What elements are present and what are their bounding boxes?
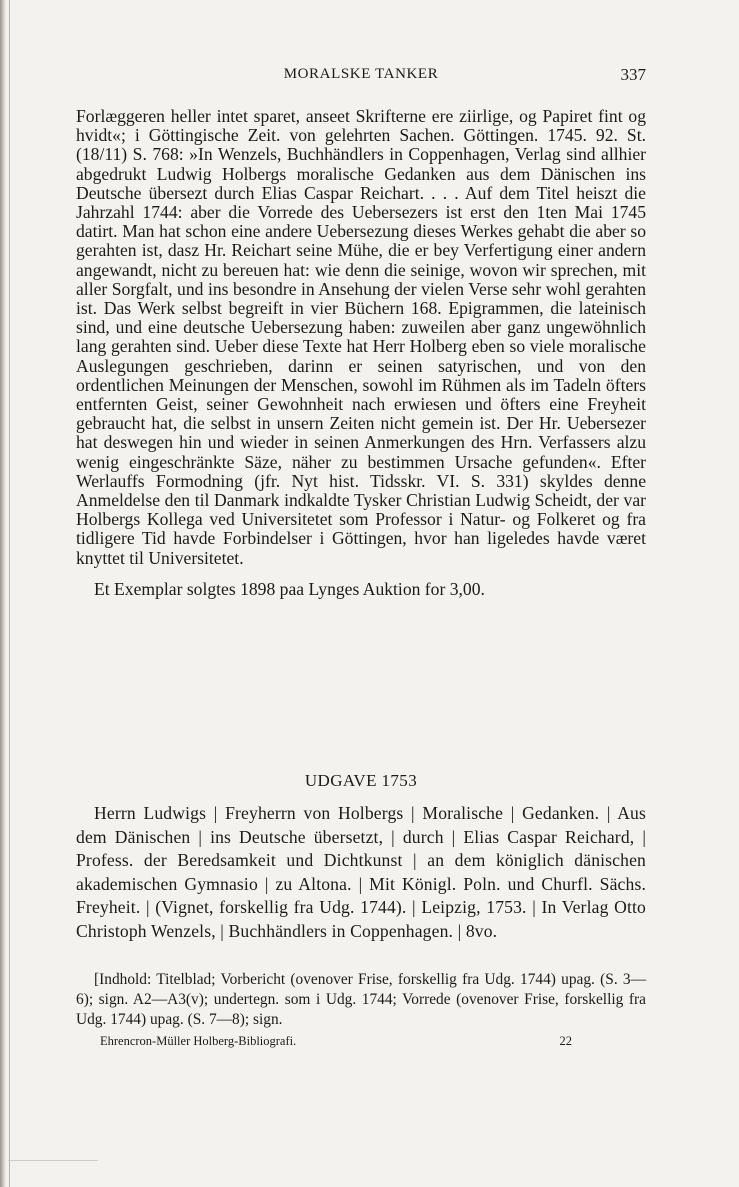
title-transcription: Herrn Ludwigs | Freyherrn von Holbergs | Moralische | Gedanken. | Aus dem Dänischen | ins Deutsche übersetzt, | durch | Elias Caspar Reichard, | Profess. der Beredsamkeit und Dichtkunst | an dem königlich dänischen akademischen Gymnasio | zu Altona. | Mit Königl. Poln. und Churfl. Sächs. Freyheit. | (Vignet, forskellig fra Udg. 1744). | Leipzig, 1753. | In Verlag Otto Christoph Wenzels, | Buchhändlers in Coppenhagen. | 8vo. — [76, 803, 646, 941]
body-text — [76, 107, 646, 599]
page-edge-line — [9, 0, 10, 1187]
page-edge-shadow — [0, 0, 6, 1187]
page-corner-mark — [8, 1160, 98, 1161]
paragraph-2: Et Exemplar solgtes 1898 paa Lynges Auktion for 3,00. — [94, 578, 485, 599]
footer-signature: Ehrencron-Müller Holberg-Bibliografi. — [100, 1034, 297, 1048]
page-number: 337 — [620, 65, 646, 84]
running-title: MORALSKE TANKER — [283, 66, 439, 82]
page-header — [76, 66, 646, 88]
page-footer — [100, 1034, 572, 1052]
footer-sheet-number: 22 — [559, 1034, 572, 1048]
paragraph-1: Forlæggeren heller intet sparet, anseet Skrifterne ere ziirlige, og Papiret fint og hvidt«; i Göttingische Zeit. von gelehrten Sachen. Göttingen. 1745. 92. St. (18/11) S. 768: »In Wenzels, Buchhändlers in Coppenhagen, Verlag sind allhier abgedrukt Ludwig Holbergs moralische Gedanken aus dem Dänischen ins Deutsche übersezt durch Elias Caspar Reichart. . . . Auf dem Titel heiszt die Jahrzahl 1744: aber die Vorrede des Uebersezers ist erst den 1ten Mai 1745 datirt. Man hat schon eine andere Uebersezung dieses Werkes gehabt die aber so gerahten ist, dasz Hr. Reichart seine Mühe, die er bey Verfertigung einer andern angewandt, nicht zu bereuen hat: wie denn die seinige, wovon wir sprechen, mit aller Sorgfalt, und ins besondre in Ansehung der vielen Verse sehr wohl gerahten ist. Das Werk selbst begreift in vier Büchern 168. Epigrammen, die lateinisch sind, und eine deutsche Uebersezung haben: zuweilen aber ganz ungewöhnlich lang gerahten sind. Ueber diese Texte hat Herr Holberg eben so viele moralische Auslegungen geschrieben, darinn er seinen satyrischen, und von den ordentlichen Meinungen der Menschen, sowohl im Rühmen als im Tadeln öfters entfernten Geist, seiner Gewohnheit nach erwiesen und öfters eine Freyheit gebraucht hat, die selbst in unsern Zeiten nicht gemein ist. Der Hr. Uebersezer hat deswegen hin und wieder in seinen Anmerkungen des Hrn. Verfassers alzu wenig eingeschränkte Säze, näher zu bestimmen Ursache gefunden«. Efter Werlauffs Formodning (jfr. Nyt hist. Tidsskr. VI. S. 331) skyldes denne Anmeldelse den til Danmark indkaldte Tysker Christian Ludwig Scheidt, der var Holbergs Kollega ved Universitetet som Professor i Natur- og Folkeret og fra tidligere Tid havde Forbindelser i Göttingen, hvor han ligeledes havde været knyttet til Universitetet. — [76, 106, 646, 568]
contents-note: [Indhold: Titelblad; Vorbericht (ovenover Frise, forskellig fra Udg. 1744) upag. (S. 3—6); sign. A2—A3(v); undertegn. som i Udg. 1744; Vorrede (ovenover Frise, forskellig fra Udg. 1744) upag. (S. 7—8); sign. — [76, 971, 646, 1028]
section-heading: UDGAVE 1753 — [304, 771, 418, 790]
